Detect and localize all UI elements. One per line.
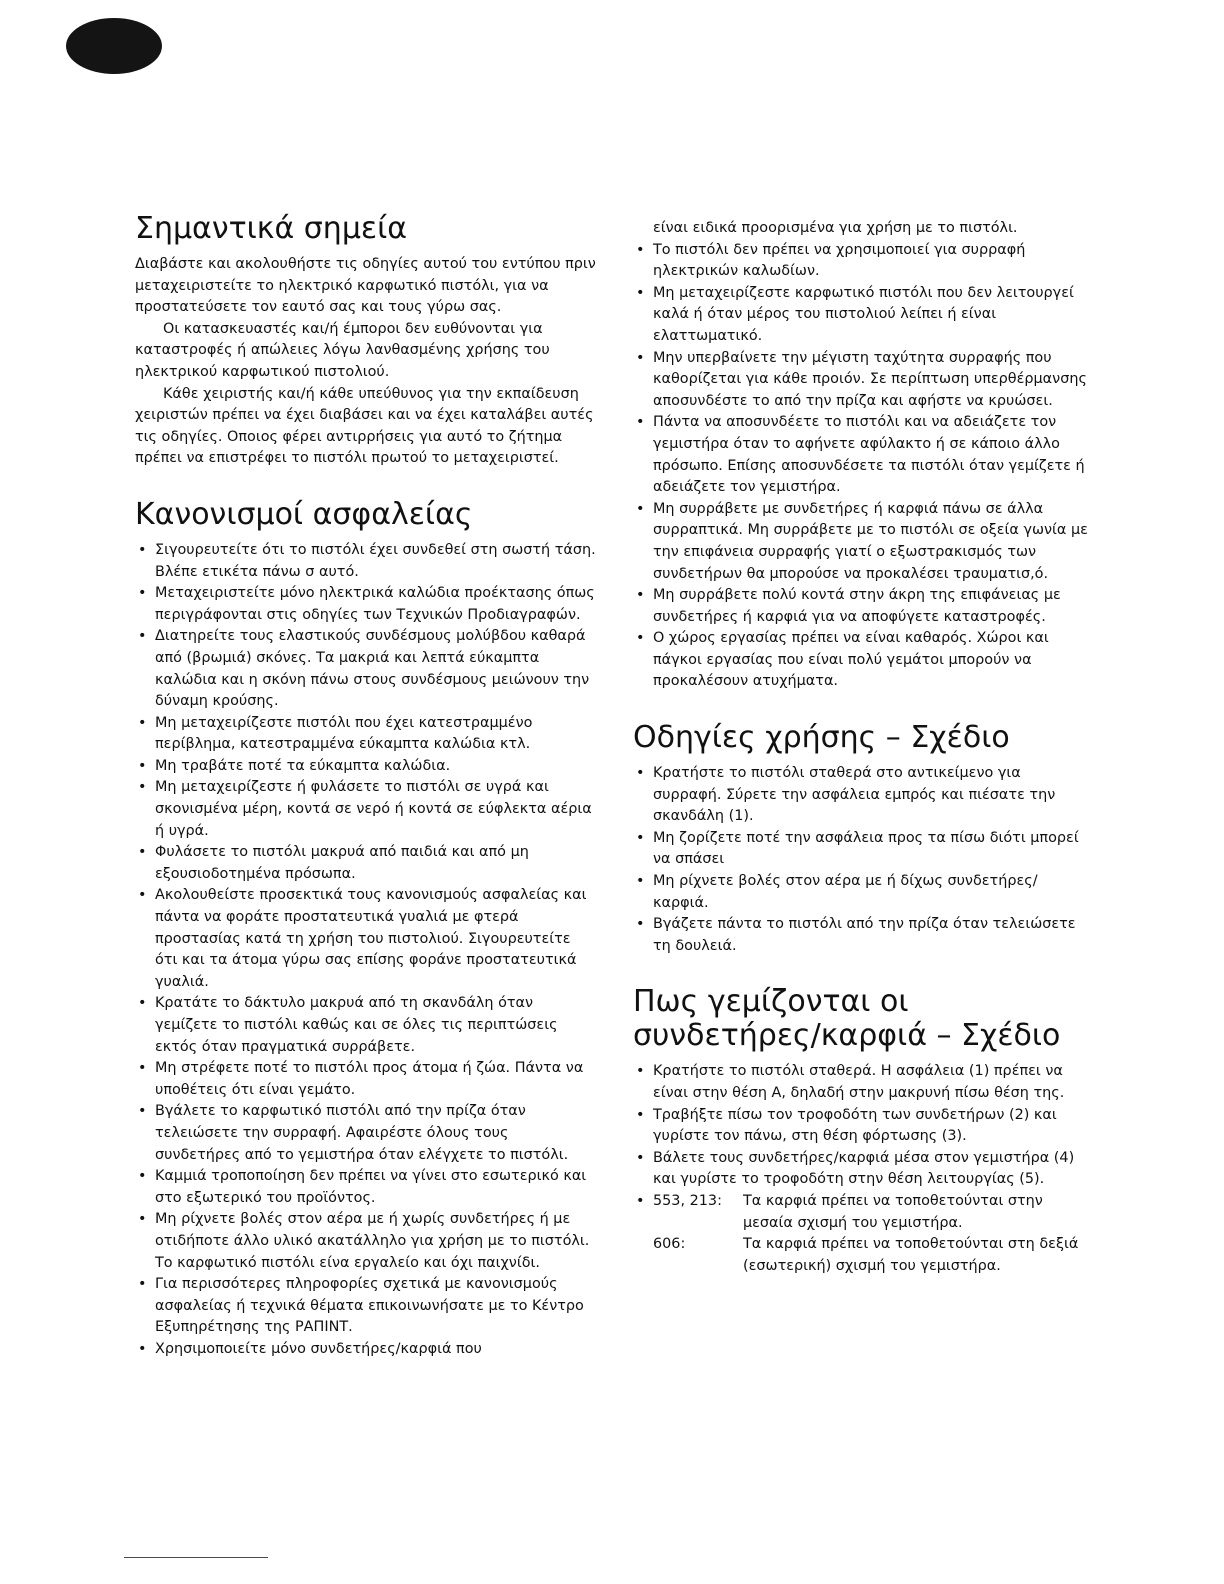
safety-item: • Μεταχειριστείτε μόνο ηλεκτρικά καλώδια προέκτασης όπως περιγράφονται στις οδηγίες των Τεχνικών Προδιαγραφών. xyxy=(135,583,597,626)
right-column xyxy=(633,218,1093,1305)
loading-item: • Τραβήξτε πίσω τον τροφοδότη των συνδετήρων (2) και γυρίστε τον πάνω, στη θέση φόρτωσης (3). xyxy=(633,1105,1093,1148)
safety-item: • Ακολουθείστε προσεκτικά τους κανονισμούς ασφαλείας και πάντα να φοράτε προστατευτικά γυαλιά με φτερά προστασίας κατά τη χρήση του πιστολιού. Σιγουρευτείτε ότι και τα άτομα γύρω σας επίσης φοράνε προστατευτικά γυαλιά. xyxy=(135,885,597,993)
safety-item: • Μην υπερβαίνετε την μέγιστη ταχύτητα συρραφής που καθορίζεται για κάθε προιόν. Σε περίπτωση υπερθέρμανσης αποσυνδέστε το από την πρίζα και αφήστε να κρυώσει. xyxy=(633,348,1093,413)
usage-section xyxy=(633,721,1093,957)
safety-item: • Διατηρείτε τους ελαστικούς συνδέσμους μολύβδου καθαρά από (βρωμιά) σκόνες. Τα μακριά και λεπτά εύκαμπτα καλώδια και η σκόνη πάνω στους συνδέσμους μειώνουν την δύναμη κρούσης. xyxy=(135,626,597,712)
safety-item: • Μη μεταχειρίζεστε καρφωτικό πιστόλι που δεν λειτουργεί καλά ή όταν μέρος του πιστολιού λείπει ή είναι ελαττωματικό. xyxy=(633,283,1093,348)
spec-text: Τα καρφιά πρέπει να τοποθετούνται στην μεσαία σχισμή του γεμιστήρα. xyxy=(743,1192,1043,1231)
loading-list xyxy=(633,1061,1093,1277)
language-tab-marker xyxy=(66,18,162,74)
usage-title: Οδηγίες χρήσης – Σχέδιο xyxy=(633,720,1010,756)
important-paragraph-3: Κάθε χειριστής και/ή κάθε υπεύθυνος για την εκπαίδευση χειριστών πρέπει να έχει διαβάσει και να έχει καταλάβει αυτές τις οδηγίες. Οποιος φέρει αντιρρήσεις για αυτό το ζήτημα πρέπει να επιστρέφει το πιστόλι πρωτού το μεταχειριστεί. xyxy=(135,385,594,467)
loading-spec-item xyxy=(633,1234,1093,1277)
safety-item: • Βγάλετε το καρφωτικό πιστόλι από την πρίζα όταν τελειώσετε την συρραφή. Αφαιρέστε όλους τους συνδετήρες από το γεμιστήρα όταν ελέγχετε το πιστόλι. xyxy=(135,1101,597,1166)
loading-section xyxy=(633,985,1093,1277)
usage-item: • Βγάζετε πάντα το πιστόλι από την πρίζα όταν τελειώσετε τη δουλειά. xyxy=(633,914,1093,957)
safety-item: • Χρησιμοποιείτε μόνο συνδετήρες/καρφιά που xyxy=(135,1339,597,1361)
safety-item: • Μη στρέφετε ποτέ το πιστόλι προς άτομα ή ζώα. Πάντα να υποθέτεις ότι είναι γεμάτο. xyxy=(135,1058,597,1101)
safety-item: • Για περισσότερες πληροφορίες σχετικά με κανονισμούς ασφαλείας ή τεχνικά θέματα επικοινωνήσατε με το Κέντρο Εξυπηρέτησης της ΡΑΠΙΝΤ. xyxy=(135,1274,597,1339)
usage-list xyxy=(633,763,1093,957)
safety-item: • Ο χώρος εργασίας πρέπει να είναι καθαρός. Χώροι και πάγκοι εργασίας που είναι πολύ γεμάτοι μπορούν να προκαλέσουν ατυχήματα. xyxy=(633,628,1093,693)
safety-item: • Μη τραβάτε ποτέ τα εύκαμπτα καλώδια. xyxy=(135,756,597,778)
safety-item: • Κρατάτε το δάκτυλο μακρυά από τη σκανδάλη όταν γεμίζετε το πιστόλι καθώς και σε όλες τις περιπτώσεις εκτός όταν πραγματικά συρράβετε. xyxy=(135,993,597,1058)
important-title: Σημαντικά σημεία xyxy=(135,211,408,246)
spec-code: • 553, 213: xyxy=(653,1192,722,1209)
safety-item: • Μη συρράβετε με συνδετήρες ή καρφιά πάνω σε άλλα συρραπτικά. Μη συρράβετε με το πιστόλι σε οξεία γωνία με την επιφάνεια συρραφής γιατί ο εξωστρακισμός των συνδετήρων θα μπορούσε να προκαλέσει τραυματισ,ό. xyxy=(633,499,1093,585)
usage-item: • Κρατήστε το πιστόλι σταθερά στο αντικείμενο για συρραφή. Σύρετε την ασφάλεια εμπρός και πιέσατε την σκανδάλη (1). xyxy=(633,763,1093,828)
safety-list xyxy=(135,540,597,1361)
loading-spec-item xyxy=(633,1191,1093,1234)
bottom-rule xyxy=(124,1557,268,1558)
important-paragraph-1: Διαβάστε και ακολουθήστε τις οδηγίες αυτού του εντύπου πριν μεταχειριστείτε το ηλεκτρικό καρφωτικό πιστόλι, για να προστατεύσετε τον εαυτό σας και τους γύρω σας. xyxy=(135,256,596,316)
usage-item: • Μη ρίχνετε βολές στον αέρα με ή δίχως συνδετήρες/καρφιά. xyxy=(633,871,1093,914)
loading-item: • Βάλετε τους συνδετήρες/καρφιά μέσα στον γεμιστήρα (4) και γυρίστε το τροφοδότη στην θέση λειτουργίας (5). xyxy=(633,1148,1093,1191)
safety-item: • Μη μεταχειρίζεστε πιστόλι που έχει κατεστραμμένο περίβλημα, κατεστραμμένα εύκαμπτα καλώδια κτλ. xyxy=(135,713,597,756)
safety-item: • Σιγουρευτείτε ότι το πιστόλι έχει συνδεθεί στη σωστή τάση. Βλέπε ετικέτα πάνω σ αυτό. xyxy=(135,540,597,583)
usage-item: • Μη ζορίζετε ποτέ την ασφάλεια προς τα πίσω διότι μπορεί να σπάσει xyxy=(633,828,1093,871)
safety-item: • Μη ρίχνετε βολές στον αέρα με ή χωρίς συνδετήρες ή με οτιδήποτε άλλο υλικό ακατάλληλο για χρήση με το πιστόλι. Το καρφωτικό πιστόλι είνα εργαλείο και όχι παιχνίδι. xyxy=(135,1209,597,1274)
safety-item: • Το πιστόλι δεν πρέπει να χρησιμοποιεί για συρραφή ηλεκτρικών καλωδίων. xyxy=(633,240,1093,283)
safety-item: • Μη συρράβετε πολύ κοντά στην άκρη της επιφάνειας με συνδετήρες ή καρφιά για να αποφύγετε καταστροφές. xyxy=(633,585,1093,628)
spec-row xyxy=(653,1191,1093,1234)
safety-item: • Φυλάσετε το πιστόλι μακρυά από παιδιά και από μη εξουσιοδοτημένα πρόσωπα. xyxy=(135,842,597,885)
safety-section-continued xyxy=(633,218,1093,693)
important-section xyxy=(135,212,597,470)
loading-title: Πως γεμίζονται οι συνδετήρες/καρφιά – Σχέδιο xyxy=(633,984,1061,1054)
spec-row xyxy=(653,1234,1093,1277)
left-column xyxy=(135,212,597,1389)
safety-list-continued xyxy=(633,218,1093,693)
spec-text: Τα καρφιά πρέπει να τοποθετούνται στη δεξιά (εσωτερική) σχισμή του γεμιστήρα. xyxy=(743,1236,1079,1274)
loading-item: • Κρατήστε το πιστόλι σταθερά. Η ασφάλεια (1) πρέπει να είναι στην θέση Α, δηλαδή στην μακρυνή πίσω θέση της. xyxy=(633,1061,1093,1104)
spec-code: 606: xyxy=(653,1236,686,1253)
safety-item: • Καμμιά τροποποίηση δεν πρέπει να γίνει στο εσωτερικό και στο εξωτερικό του προϊόντος. xyxy=(135,1166,597,1209)
safety-title: Κανονισμοί ασφαλείας xyxy=(135,496,473,532)
safety-item: • Μη μεταχειρίζεστε ή φυλάσετε το πιστόλι σε υγρά και σκονισμένα μέρη, κοντά σε νερό ή κοντά σε εύφλεκτα αέρια ή υγρά. xyxy=(135,777,597,842)
safety-section xyxy=(135,498,597,1361)
important-paragraph-2: Οι κατασκευαστές και/ή έμποροι δεν ευθύνονται για καταστροφές ή απώλειες λόγω λανθασμένης χρήσης του ηλεκτρικού καρφωτικού πιστολιού. xyxy=(135,320,550,380)
safety-item-continuation: είναι ειδικά προορισμένα για χρήση με το πιστόλι. xyxy=(653,220,1018,236)
safety-item: • Πάντα να αποσυνδέετε το πιστόλι και να αδειάζετε τον γεμιστήρα όταν το αφήνετε αφύλακτο ή σε κάποιο άλλο πρόσωπο. Επίσης αποσυνδέσετε τα πιστόλι όταν γεμίζετε ή αδειάζετε τον γεμιστήρα. xyxy=(633,412,1093,498)
